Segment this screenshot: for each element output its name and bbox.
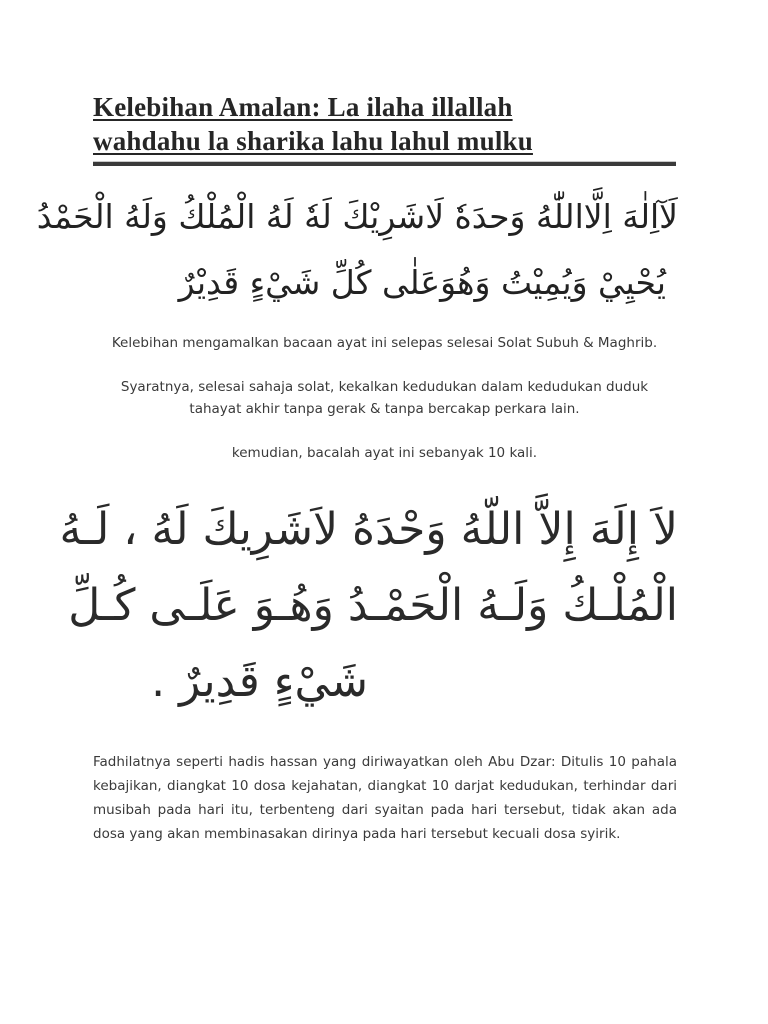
document-page xyxy=(36,90,678,846)
arabic-verse-1-line-2: يُحْيِيْ وَيُمِيْتُ وَهُوَعَلٰى كُلِّ شَيْءٍ قَدِيْرٌ xyxy=(178,263,666,302)
title-divider xyxy=(93,161,676,166)
virtue-hadith-paragraph: Fadhilatnya seperti hadis hassan yang diriwayatkan oleh Abu Dzar: Ditulis 10 pahala kebajikan, diangkat 10 dosa kejahatan, diangkat 10 darjat kedudukan, terhindar dari musibah pada hari itu, terbenteng dari syaitan pada hari tersebut, tidak akan ada dosa yang akan membinasakan dirinya pada hari tersebut kecuali dosa syirik. xyxy=(93,754,677,842)
arabic-verse-2-line-3: شَيْءٍ قَدِيرٌ . xyxy=(151,656,368,707)
page-title xyxy=(93,90,676,158)
title-line-1: Kelebihan Amalan: La ilaha illallah xyxy=(93,92,513,122)
arabic-verse-image-1 xyxy=(36,184,678,316)
instruction-paragraph: kemudian, bacalah ayat ini sebanyak 10 kali. xyxy=(231,445,538,461)
condition-paragraph: Syaratnya, selesai sahaja solat, kekalkan kedudukan dalam kedudukan duduk tahayat akhir tanpa gerak & tanpa bercakap perkara lain. xyxy=(120,379,649,417)
benefit-paragraph: Kelebihan mengamalkan bacaan ayat ini selepas selesai Solat Subuh & Maghrib. xyxy=(111,335,658,351)
title-line-2: wahdahu la sharika lahu lahul mulku xyxy=(93,126,533,156)
arabic-verse-image-2 xyxy=(59,492,678,720)
arabic-verse-2-line-1: لاَ إِلَهَ إِلاَّ اللّهُ وَحْدَهُ لاَشَرِيكَ لَهُ ، لَـهُ xyxy=(59,504,678,555)
arabic-verse-1-line-1: لَآاِلٰهَ اِلَّااللّٰهُ وَحدَهٗ لَاشَرِيْكَ لَهٗ لَهُ الْمُلْكُ وَلَهُ الْحَمْدُ xyxy=(36,197,678,236)
arabic-verse-2-line-2: الْمُلْـكُ وَلَـهُ الْحَمْـدُ وَهُـوَ عَلَـى كُـلِّ xyxy=(68,580,678,631)
